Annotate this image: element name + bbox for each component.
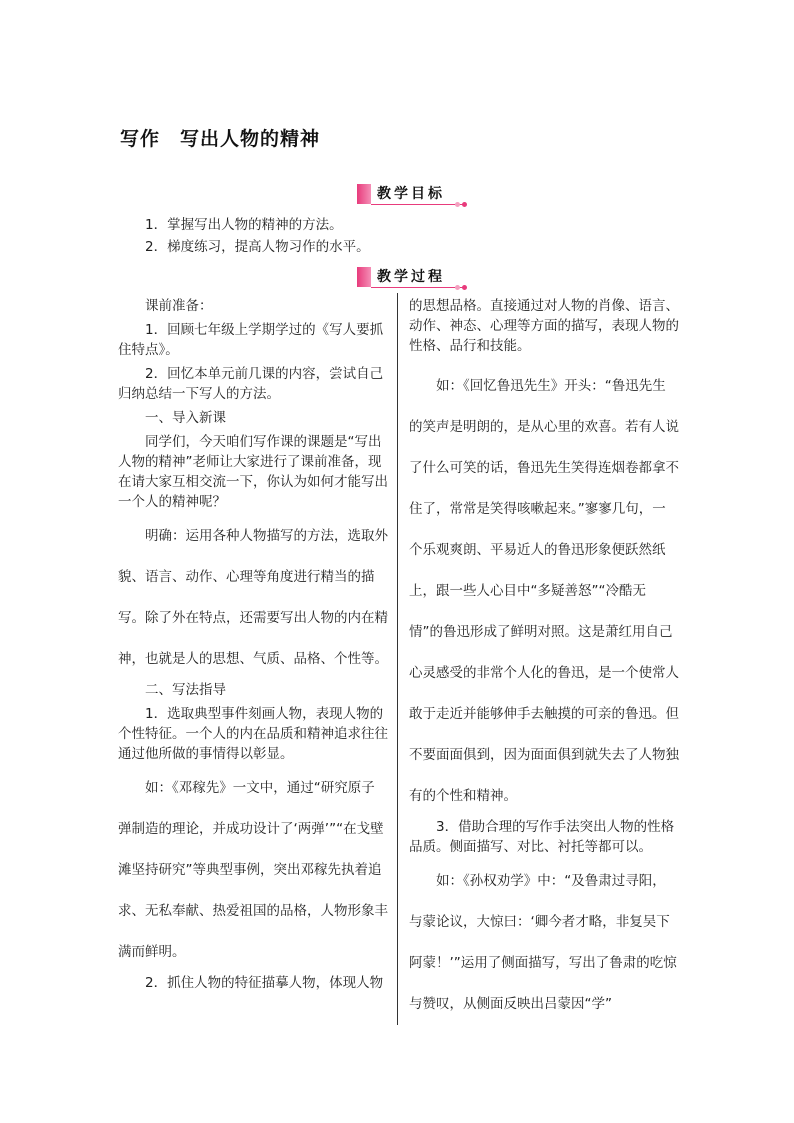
paragraph: 课前准备： <box>145 298 213 314</box>
paragraph: 的思想品格。直接通过对人物的肖像、语言、动作、神态、心理等方面的描写，表现人物的性格、品行和技能。 <box>409 298 679 354</box>
paragraph: 明确：运用各种人物描写的方法，选取外貌、语言、动作、心理等角度进行精当的描写。除了外在特点，还需要写出人物的内在精神，也就是人的思想、气质、品格、个性等。 <box>118 528 388 667</box>
paragraph: 1．选取典型事件刻画人物，表现人物的个性特征。一个人的内在品质和精神追求往往通过他所做的事情得以彰显。 <box>118 706 388 762</box>
section-heading-process: 教学过程 <box>377 269 445 285</box>
goal-item: 1．掌握写出人物的精神的方法。 <box>145 217 343 233</box>
banner-dot <box>455 285 460 290</box>
paragraph: 3．借助合理的写作手法突出人物的性格品质。侧面描写、对比、衬托等都可以。 <box>409 819 675 855</box>
page-title: 写作 写出人物的精神 <box>120 128 321 150</box>
goal-item: 2．梯度练习，提高人物习作的水平。 <box>145 239 370 255</box>
paragraph: 同学们，今天咱们写作课的课题是“写出人物的精神”老师让大家进行了课前准备，现在请大家互相交流一下，你认为如何才能写出一个人的精神呢？ <box>118 434 388 510</box>
banner-dot <box>462 202 467 207</box>
goals-list <box>145 214 370 258</box>
section-banner-process <box>357 264 467 290</box>
paragraph: 如：《孙权劝学》中：“及鲁肃过寻阳，与蒙论议，大惊曰：‘卿今者才略，非复吴下阿蒙！’”运用了侧面描写，写出了鲁肃的吃惊与赞叹，从侧面反映出吕蒙因“学” <box>409 873 677 1012</box>
paragraph: 如：《邓稼先》一文中，通过“研究原子弹制造的理论，并成功设计了‘两弹’”“在戈壁滩坚持研究”等典型事例，突出邓稼先执着追求、无私奉献、热爱祖国的品格，人物形象丰满而鲜明。 <box>118 780 388 960</box>
paragraph: 2．抓住人物的特征描摹人物，体现人物 <box>145 975 384 991</box>
banner-underline <box>371 204 463 205</box>
banner-dot <box>455 202 460 207</box>
banner-accent-block <box>357 184 371 204</box>
paragraph: 如：《回忆鲁迅先生》开头：“鲁迅先生的笑声是明朗的，是从心里的欢喜。若有人说了什么可笑的话，鲁迅先生笑得连烟卷都拿不住了，常常是笑得咳嗽起来。”寥寥几句，一个乐观爽朗、平易近人的鲁迅形象便跃然纸上，跟一些人心目中“多疑善怒”“冷酷无情”的鲁迅形成了鲜明对照。这是萧红用自己心灵感受的非常个人化的鲁迅，是一个使常人敢于走近并能够伸手去触摸的可亲的鲁迅。但不要面面俱到，因为面面俱到就失去了人物独有的个性和精神。 <box>409 378 679 804</box>
paragraph: 2．回忆本单元前几课的内容，尝试自己归纳总结一下写人的方法。 <box>118 366 384 402</box>
paragraph: 1．回顾七年级上学期学过的《写人要抓住特点》。 <box>118 322 384 358</box>
left-column <box>118 296 388 993</box>
column-divider <box>397 293 398 1025</box>
banner-accent-block <box>357 267 371 287</box>
subheading: 二、写法指导 <box>145 682 226 698</box>
banner-underline <box>371 287 463 288</box>
section-heading-goals: 教学目标 <box>377 186 445 202</box>
right-column <box>409 296 679 1025</box>
banner-dot <box>462 285 467 290</box>
subheading: 一、导入新课 <box>145 410 226 426</box>
section-banner-goals <box>357 181 467 207</box>
